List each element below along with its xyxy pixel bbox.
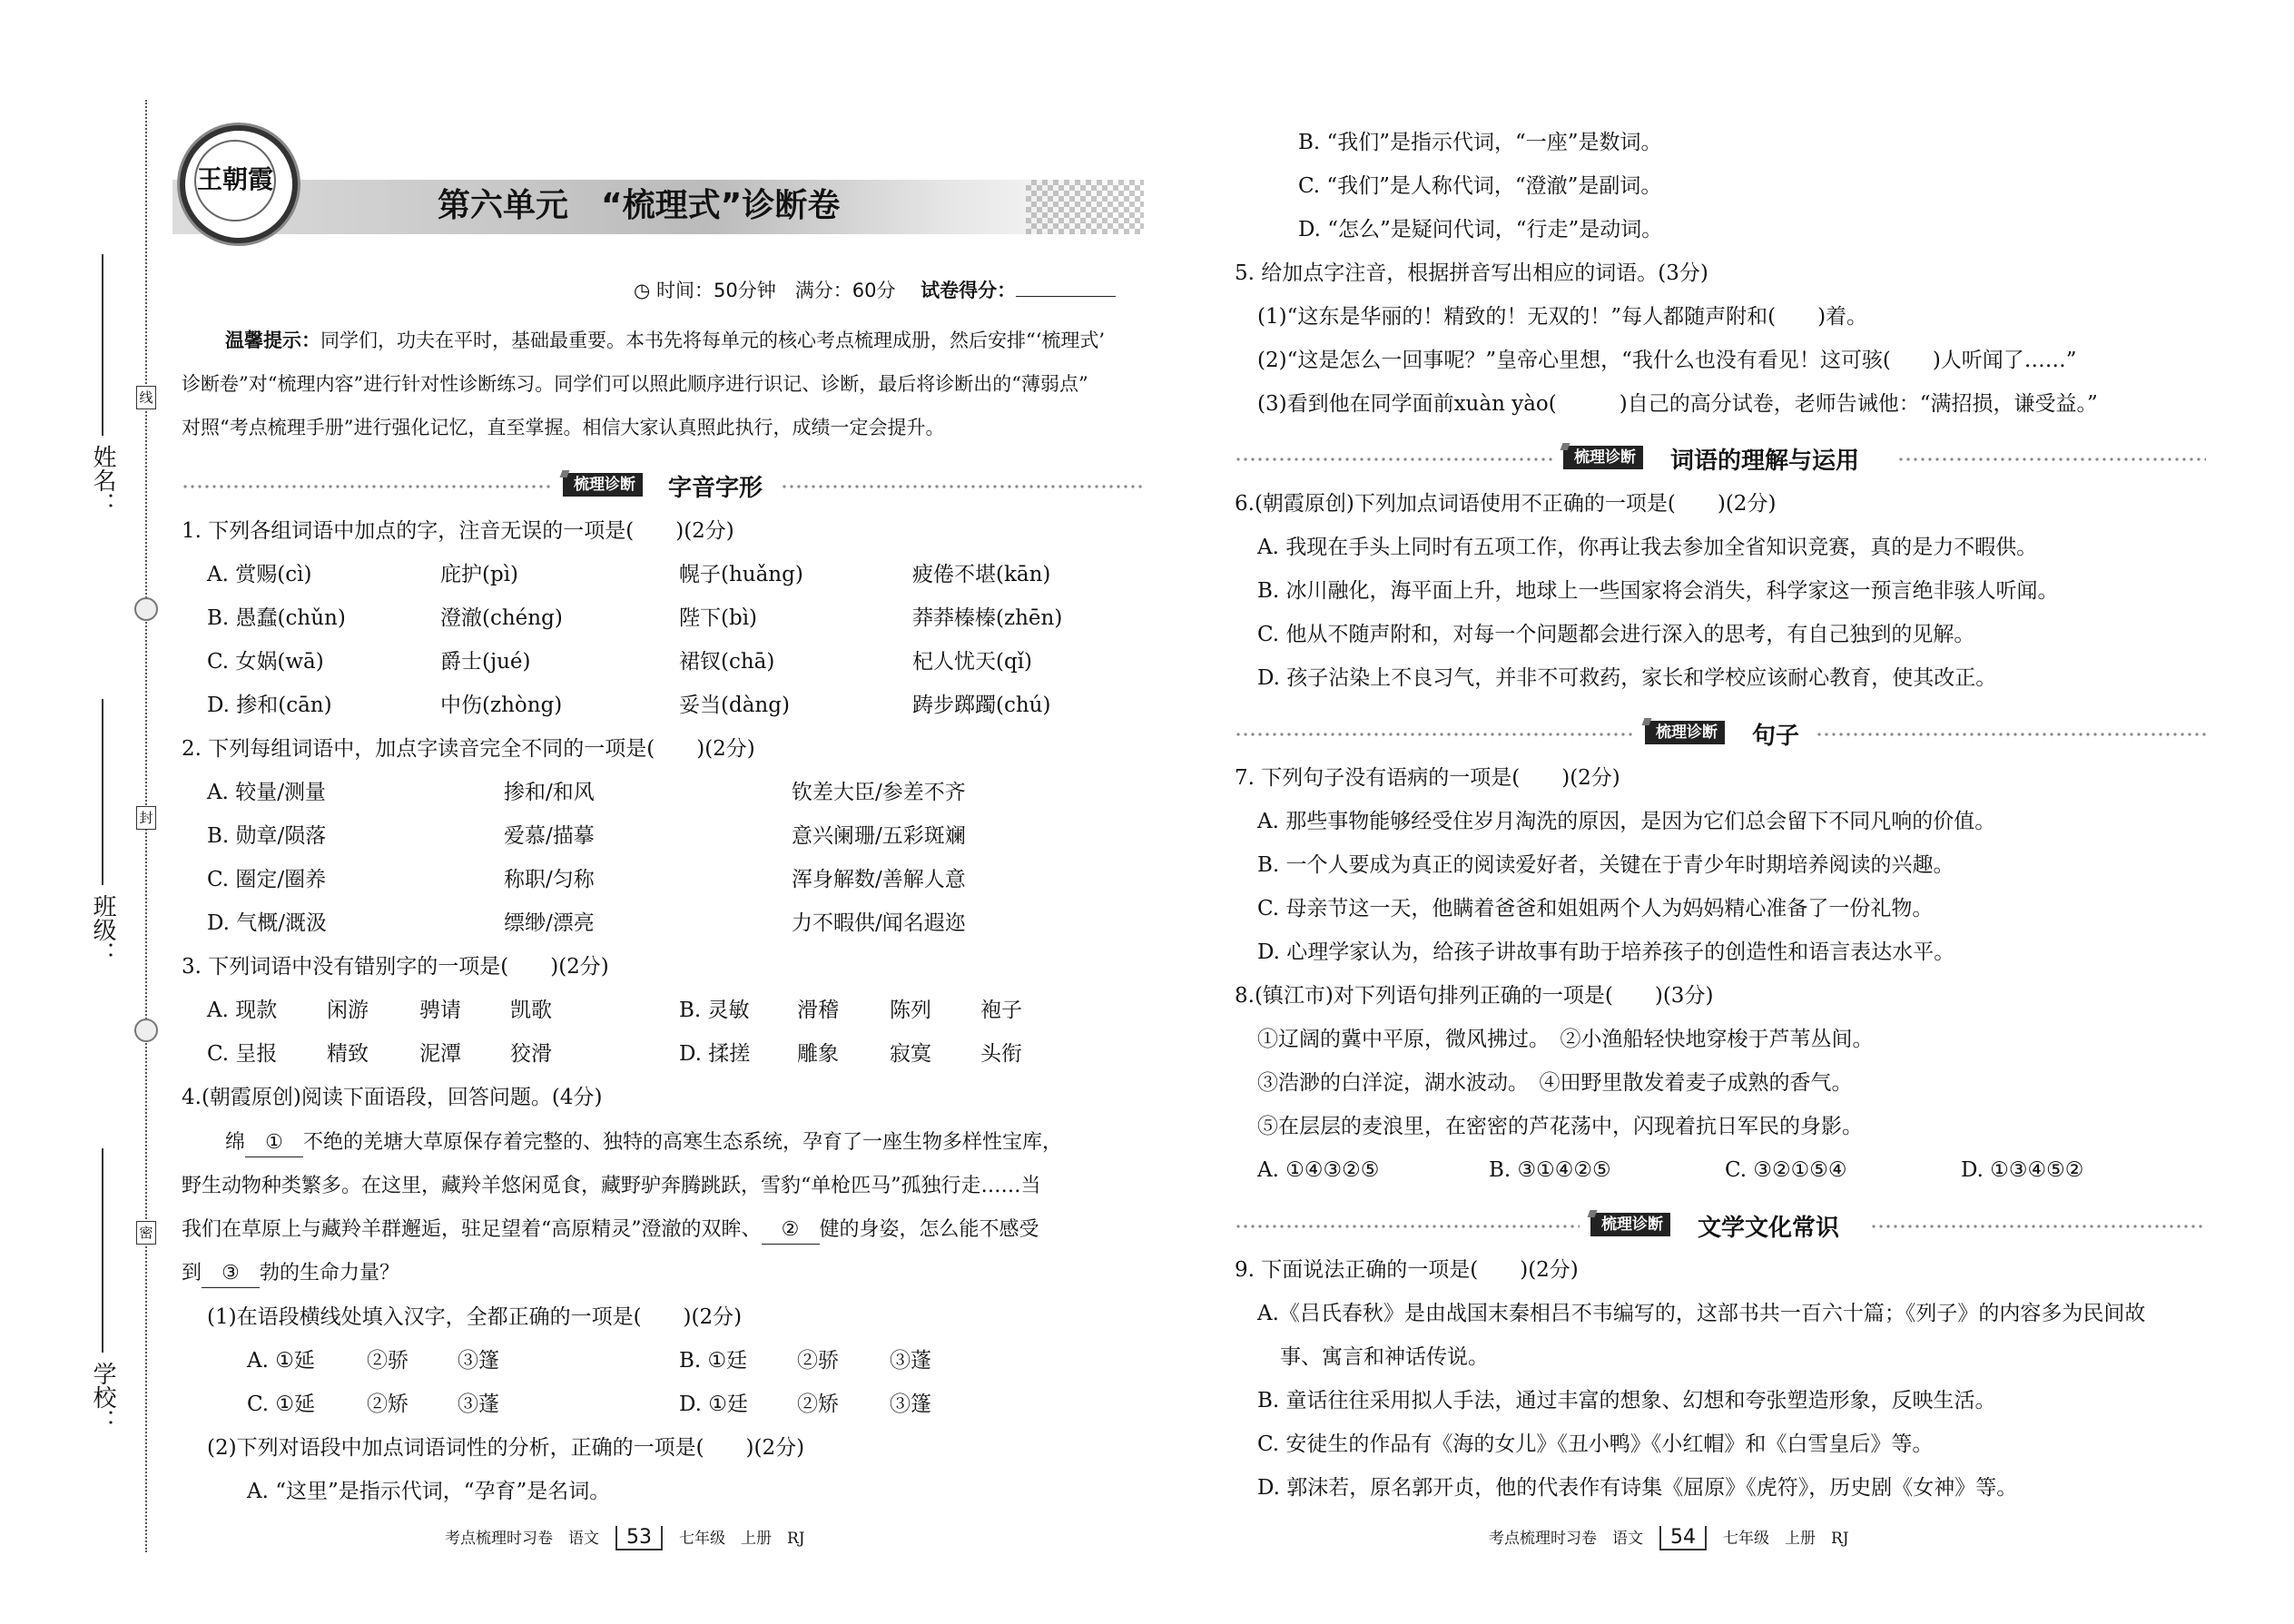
tip-line-1: 温馨提示：同学们，功夫在平时，基础最重要。本书先将每单元的核心考点梳理成册，然后安排“‘梳理式’	[225, 330, 1106, 351]
q1-option-a-word: 幌子(huǎng)	[679, 563, 803, 586]
school-field-line[interactable]	[102, 1148, 103, 1353]
q1-option-c-word: 爵士(jué)	[440, 650, 531, 674]
q3-word: 袍子	[980, 999, 1022, 1022]
binding-hole-icon	[134, 1019, 158, 1042]
tip-line-3: 对照“考点梳理手册”进行强化记忆，直至掌握。相信大家认真照此执行，成绩一定会提升。	[182, 417, 945, 438]
q3-option-d[interactable]: D. 揉搓	[679, 1042, 751, 1066]
q1-option-b-word: 陛下(bì)	[679, 606, 758, 630]
section-heading-pronunciation: 梳理诊断 字音字形	[182, 472, 1144, 499]
q4-1-choice: ②骄	[367, 1349, 409, 1373]
q2-option-d[interactable]: D. 气概/溉汲	[207, 911, 327, 935]
q4-passage-line-2: 野生动物种类繁多。在这里，藏羚羊悠闲觅食，藏野驴奔腾跳跃，雪豹“单枪匹马”孤独行走……当	[182, 1175, 1041, 1197]
question-5: 5. 给加点字注音，根据拼音写出相应的词语。(3分)	[1235, 261, 1708, 285]
seal-seal-mark: 封	[136, 806, 156, 830]
brand-logo: 王朝霞	[180, 125, 298, 243]
q2-option-a-word: 掺和/和风	[504, 781, 595, 804]
q4-passage-line-1: 绵 ① 不绝的羌塘大草原保存着完整的、独特的高寒生态系统，孕育了一座生物多样性宝库，	[225, 1129, 1062, 1157]
q4-1-choice: ②矫	[367, 1393, 409, 1416]
q2-option-a-word: 钦差大臣/参差不齐	[792, 781, 966, 804]
name-field-line[interactable]	[102, 254, 103, 436]
q1-option-b-word: 莽莽榛榛(zhēn)	[912, 606, 1063, 630]
q3-option-a[interactable]: A. 现款	[207, 999, 278, 1022]
q7-option-d[interactable]: D. 心理学家认为，给孩子讲故事有助于培养孩子的创造性和语言表达水平。	[1257, 940, 1955, 964]
q4-2-option-c[interactable]: C. “我们”是人称代词，“澄澈”是副词。	[1298, 174, 1662, 198]
q3-word: 滑稽	[797, 999, 839, 1022]
q2-option-c-word: 浑身解数/善解人意	[792, 868, 966, 891]
q4-1-option-b[interactable]: B. ①廷	[679, 1349, 748, 1373]
q5-item-3: (3)看到他在同学面前xuàn yào( )自己的高分试卷，老师告诫他：“满招损，谦受益。”	[1257, 392, 2098, 416]
class-field-line[interactable]	[102, 699, 103, 885]
q1-option-c-word: 裙钗(chā)	[679, 650, 775, 674]
q6-option-d[interactable]: D. 孩子沾染上不良习气，并非不可救药，家长和学校应该耐心教育，使其改正。	[1257, 666, 1997, 690]
q4-1-option-c[interactable]: C. ①延	[247, 1393, 316, 1416]
page-number-left: 53	[615, 1526, 663, 1550]
test-score-label: 试卷得分：	[921, 280, 1017, 301]
q5-item-1: (1)“这东是华丽的！精致的！无双的！”每人都随声附和( )着。	[1257, 305, 1868, 329]
q9-option-a[interactable]: A.《吕氏春秋》是由战国末秦相吕不韦编写的，这部书共一百六十篇；《列子》的内容多为民间故	[1257, 1302, 2146, 1325]
name-label: 姓名：	[90, 445, 116, 516]
class-label: 班级：	[90, 894, 116, 965]
q1-option-d-word: 踌步踯躅(chú)	[912, 694, 1051, 717]
question-3: 3. 下列词语中没有错别字的一项是( )(2分)	[182, 955, 609, 979]
q4-subquestion-2: (2)下列对语段中加点词语词性的分析，正确的一项是( )(2分)	[207, 1436, 805, 1460]
q4-subquestion-1: (1)在语段横线处填入汉字，全都正确的一项是( )(2分)	[207, 1305, 743, 1329]
q1-option-d[interactable]: D. 掺和(cān)	[207, 694, 332, 717]
q2-option-d-word: 力不暇供/闻名遐迩	[792, 911, 966, 935]
q4-2-option-a[interactable]: A. “这里”是指示代词，“孕育”是名词。	[247, 1480, 611, 1503]
q4-1-option-d[interactable]: D. ①廷	[679, 1393, 748, 1416]
full-score: 满分：60分	[794, 280, 896, 301]
q2-option-d-word: 缥缈/漂亮	[504, 911, 595, 935]
q8-option-b[interactable]: B. ③①④②⑤	[1489, 1158, 1611, 1182]
q8-option-c[interactable]: C. ③②①⑤④	[1725, 1158, 1847, 1182]
school-label: 学校：	[90, 1362, 116, 1432]
q4-1-choice: ③蓬	[458, 1393, 499, 1416]
page-number-right: 54	[1659, 1526, 1707, 1550]
q1-option-b-word: 澄澈(chéng)	[440, 606, 563, 630]
tip-line-2: 诊断卷”对“梳理内容”进行针对性诊断练习。同学们可以照此顺序进行识记、诊断，最后将诊断出的“薄弱点”	[182, 373, 1088, 395]
q3-word: 精致	[327, 1042, 369, 1066]
q3-word: 雕象	[797, 1042, 839, 1066]
q2-option-b-word: 意兴阑珊/五彩斑斓	[792, 824, 966, 848]
question-2: 2. 下列每组词语中，加点字读音完全不同的一项是( )(2分)	[182, 737, 755, 761]
section-heading-literature: 梳理诊断 文学文化常识	[1235, 1212, 2206, 1239]
question-7: 7. 下列句子没有语病的一项是( )(2分)	[1235, 766, 1620, 790]
q3-word: 陈列	[890, 999, 931, 1022]
q1-option-d-word: 妥当(dàng)	[679, 694, 790, 717]
q7-option-c[interactable]: C. 母亲节这一天，他瞒着爸爸和姐姐两个人为妈妈精心准备了一份礼物。	[1257, 897, 1934, 920]
q1-option-d-word: 中伤(zhòng)	[440, 694, 563, 717]
q6-option-a[interactable]: A. 我现在手头上同时有五项工作，你再让我去参加全省知识竞赛，真的是力不暇供。	[1257, 536, 2038, 559]
q1-option-b[interactable]: B. 愚蠢(chǔn)	[207, 606, 346, 630]
q6-option-c[interactable]: C. 他从不随声附和，对每一个问题都会进行深入的思考，有自己独到的见解。	[1257, 623, 1975, 646]
q3-option-c[interactable]: C. 呈报	[207, 1042, 278, 1066]
q3-word: 头衔	[980, 1042, 1022, 1066]
footer-right: 考点梳理时习卷 语文 54 七年级 上册 RJ	[1489, 1526, 1849, 1549]
q2-option-c-word: 称职/匀称	[504, 868, 595, 891]
q3-word: 泥潭	[419, 1042, 461, 1066]
test-score-field[interactable]	[1016, 296, 1116, 297]
q4-1-choice: ②矫	[797, 1393, 839, 1416]
q7-option-a[interactable]: A. 那些事物能够经受住岁月淘洗的原因，是因为它们总会留下不同凡响的价值。	[1257, 810, 1996, 833]
q2-option-c[interactable]: C. 圈定/圈养	[207, 868, 327, 891]
question-8: 8.(镇江市)对下列语句排列正确的一项是( )(3分)	[1235, 984, 1714, 1008]
q8-option-a[interactable]: A. ①④③②⑤	[1257, 1158, 1380, 1182]
seal-line-mark: 线	[136, 386, 156, 409]
seal-secret-mark: 密	[136, 1221, 156, 1245]
time-limit: ◷ 时间：50分钟 满分：60分 试卷得分：	[634, 277, 1116, 304]
q2-option-a[interactable]: A. 较量/测量	[207, 781, 326, 804]
q7-option-b[interactable]: B. 一个人要成为真正的阅读爱好者，关键在于青少年时期培养阅读的兴趣。	[1257, 853, 1954, 877]
question-9: 9. 下面说法正确的一项是( )(2分)	[1235, 1258, 1579, 1282]
section-heading-sentences: 梳理诊断 句子	[1235, 720, 2206, 747]
q8-line-3: ⑤在层层的麦浪里，在密密的芦花荡中，闪现着抗日军民的身影。	[1257, 1115, 1863, 1138]
question-6: 6.(朝霞原创)下列加点词语使用不正确的一项是( )(2分)	[1235, 492, 1777, 516]
q4-1-choice: ③篷	[458, 1349, 499, 1373]
q3-option-b[interactable]: B. 灵敏	[679, 999, 750, 1022]
q5-item-2: (2)“这是怎么一回事呢？”皇帝心里想，“我什么也没有看见！这可骇( )人听闻了……”	[1257, 349, 2077, 372]
q9-option-c[interactable]: C. 安徒生的作品有《海的女儿》《丑小鸭》《小红帽》和《白雪皇后》等。	[1257, 1432, 1934, 1456]
q9-option-d[interactable]: D. 郭沫若，原名郭开贞，他的代表作有诗集《屈原》《虎符》，历史剧《女神》等。	[1257, 1476, 2018, 1500]
question-4: 4.(朝霞原创)阅读下面语段，回答问题。(4分)	[182, 1086, 603, 1109]
q4-2-option-b[interactable]: B. “我们”是指示代词，“一座”是数词。	[1298, 131, 1662, 154]
binding-hole-icon	[134, 597, 158, 621]
q4-1-choice: ③篷	[890, 1393, 931, 1416]
q1-option-a-word: 疲倦不堪(kān)	[912, 563, 1051, 586]
q2-option-b-word: 爱慕/描摹	[504, 824, 595, 848]
q3-word: 骋请	[419, 999, 461, 1022]
section-heading-words: 梳理诊断 词语的理解与运用	[1235, 445, 2206, 472]
q4-2-option-d[interactable]: D. “怎么”是疑问代词，“行走”是动词。	[1298, 218, 1663, 241]
q1-option-a[interactable]: A. 赏赐(cì)	[207, 563, 312, 586]
question-1: 1. 下列各组词语中加点的字，注音无误的一项是( )(2分)	[182, 519, 734, 543]
q4-1-choice: ③蓬	[890, 1349, 931, 1373]
q1-option-c-word: 杞人忧天(qǐ)	[912, 650, 1033, 674]
q4-1-choice: ②骄	[797, 1349, 839, 1373]
q6-option-b[interactable]: B. 冰川融化，海平面上升，地球上一些国家将会消失，科学家这一预言绝非骇人听闻。	[1257, 579, 2059, 603]
q1-option-c[interactable]: C. 女娲(wā)	[207, 650, 324, 674]
q4-passage-line-3: 我们在草原上与藏羚羊群邂逅，驻足望着“高原精灵”澄澈的双眸、 ② 健的身姿，怎么能不感受	[182, 1216, 1039, 1245]
q9-option-a-cont: 事、寓言和神话传说。	[1280, 1345, 1489, 1369]
page-title: 第六单元 “梳理式”诊断卷	[438, 187, 841, 224]
q8-option-d[interactable]: D. ①③④⑤②	[1961, 1158, 2084, 1182]
q8-line-1: ①辽阔的冀中平原，微风拂过。 ②小渔船轻快地穿梭于芦苇丛间。	[1257, 1028, 1874, 1051]
q3-word: 寂寞	[890, 1042, 931, 1066]
q8-line-2: ③浩渺的白洋淀，湖水波动。 ④田野里散发着麦子成熟的香气。	[1257, 1071, 1853, 1095]
q3-word: 凯歌	[510, 999, 552, 1022]
q9-option-b[interactable]: B. 童话往往采用拟人手法，通过丰富的想象、幻想和夸张塑造形象，反映生活。	[1257, 1389, 1996, 1412]
q3-word: 狡滑	[510, 1042, 552, 1066]
q4-passage-line-4: 到 ③ 勃的生命力量？	[182, 1260, 399, 1288]
q2-option-b[interactable]: B. 勋章/陨落	[207, 824, 327, 848]
q1-option-a-word: 庇护(pì)	[440, 563, 519, 586]
title-pattern	[1026, 180, 1144, 234]
clock-icon: ◷	[634, 280, 651, 301]
q3-word: 闲游	[327, 999, 369, 1022]
q4-1-option-a[interactable]: A. ①延	[247, 1349, 315, 1373]
footer-left: 考点梳理时习卷 语文 53 七年级 上册 RJ	[445, 1526, 805, 1549]
